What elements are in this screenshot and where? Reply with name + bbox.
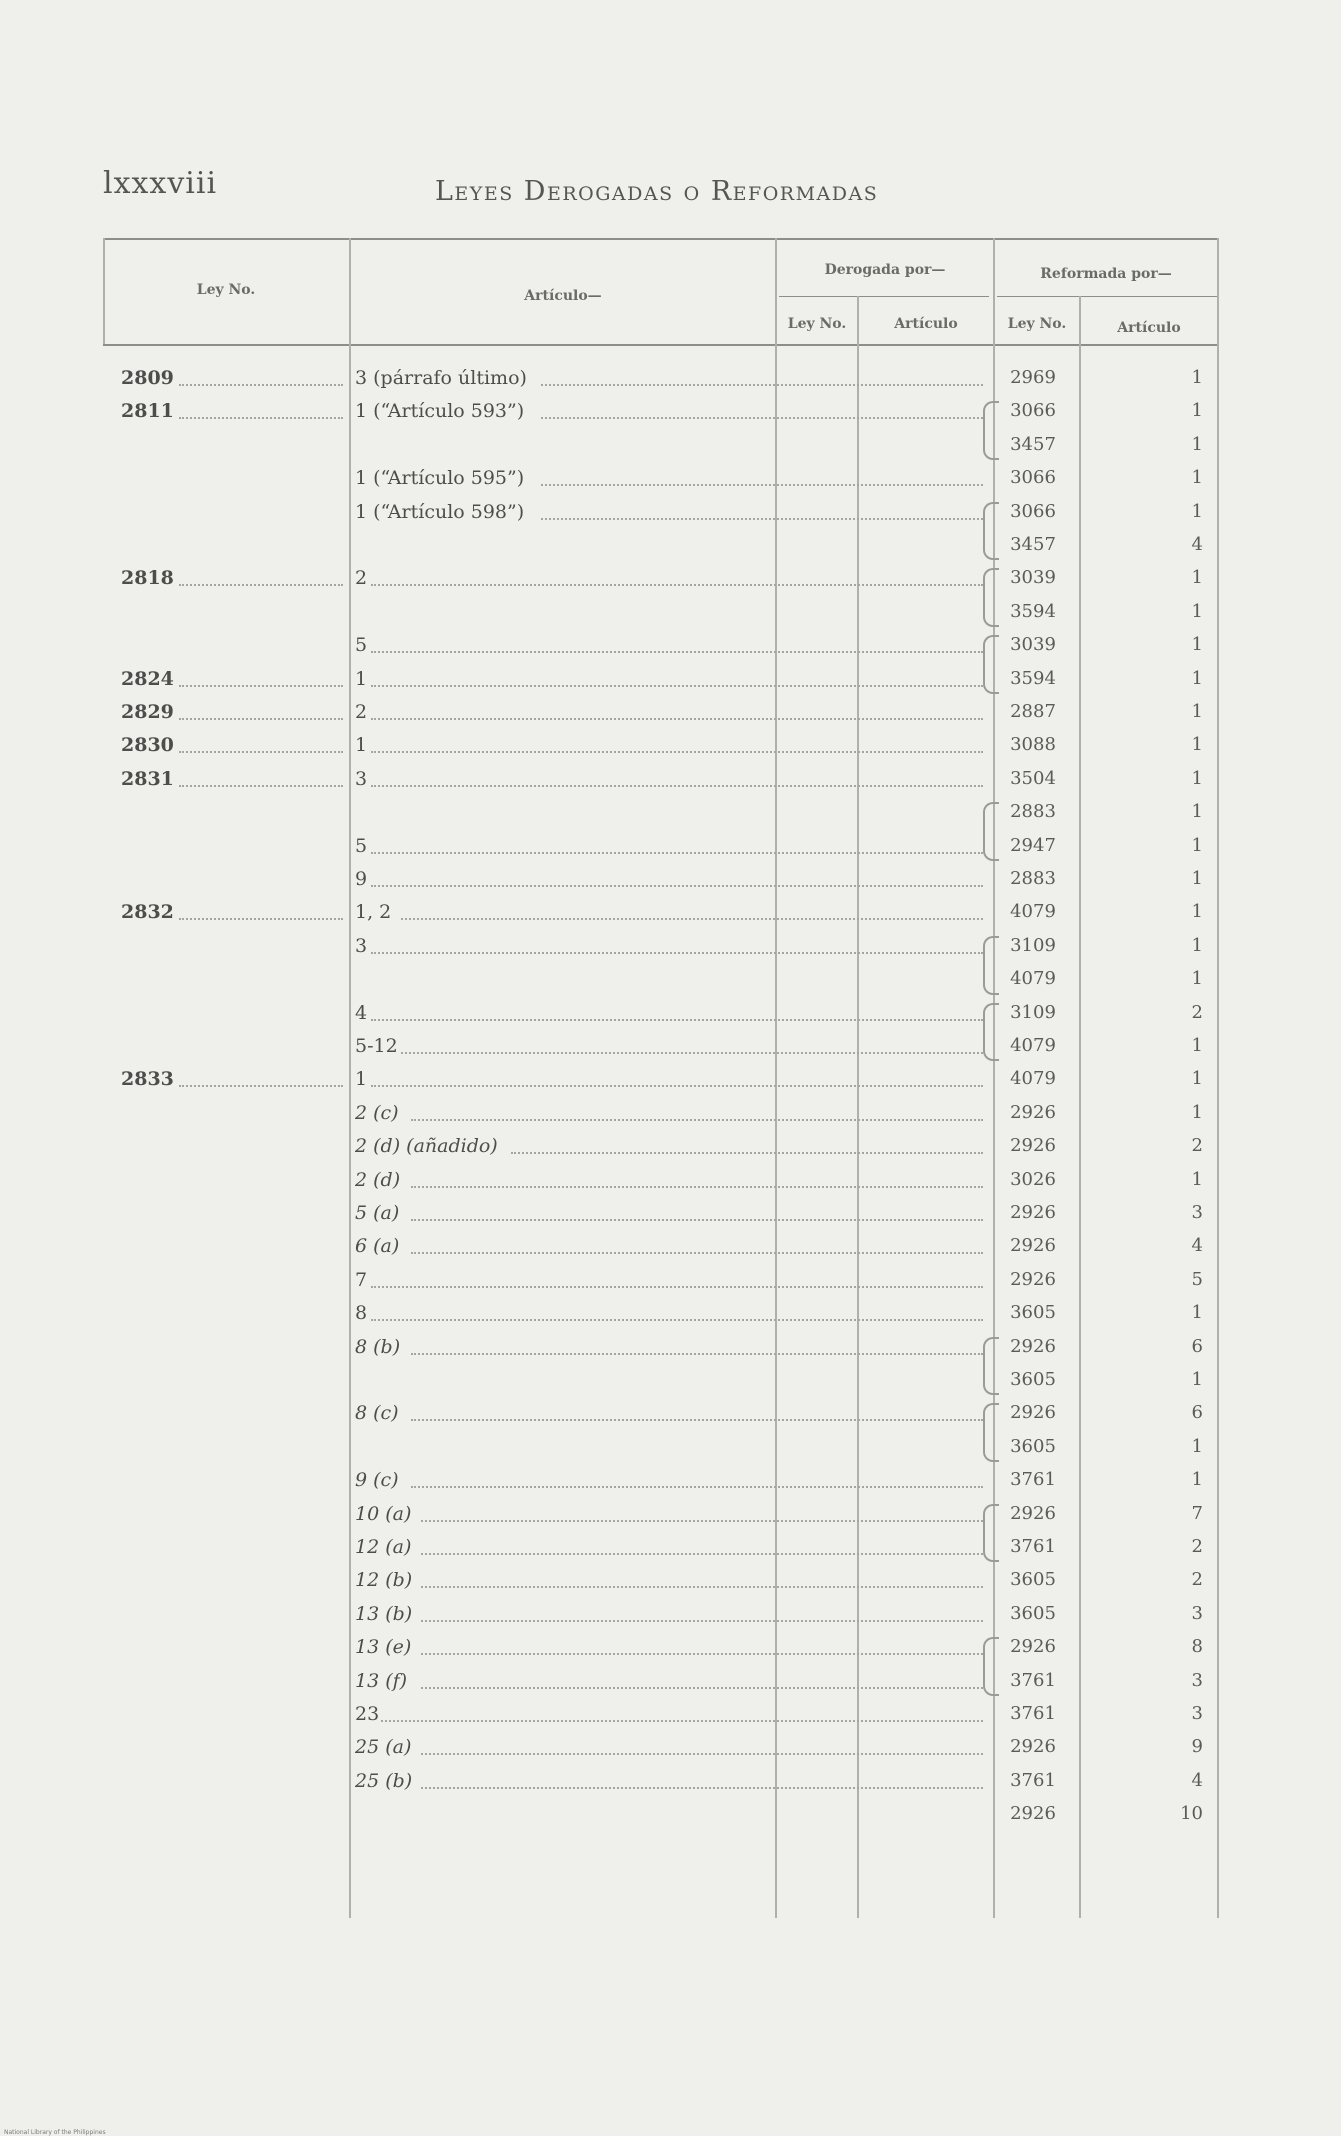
cell-reformada-ley: 3039	[1010, 634, 1056, 656]
dot-leader	[421, 1620, 983, 1622]
cell-reformada-ley: 2926	[1010, 1402, 1056, 1424]
derogada-sub-rule	[779, 296, 989, 297]
cell-reformada-ley: 3761	[1010, 1469, 1056, 1491]
table-row	[103, 1130, 1219, 1162]
table-row	[103, 1531, 1219, 1563]
cell-reformada-articulo: 1	[1191, 634, 1203, 656]
dot-leader	[541, 484, 983, 486]
cell-articulo: 23	[355, 1703, 380, 1725]
table-row	[103, 863, 1219, 895]
cell-articulo: 2	[355, 701, 368, 723]
cell-reformada-articulo: 1	[1191, 901, 1203, 923]
cell-articulo: 25 (a)	[355, 1736, 412, 1759]
cell-articulo: 2 (d)	[355, 1168, 401, 1191]
reformada-sub-rule	[997, 296, 1219, 297]
cell-ley-no: 2830	[121, 734, 174, 757]
cell-reformada-ley: 3066	[1010, 400, 1056, 422]
cell-reformada-ley: 4079	[1010, 1035, 1056, 1056]
cell-articulo: 13 (e)	[355, 1636, 412, 1659]
table-row	[103, 729, 1219, 761]
cell-reformada-ley: 2969	[1010, 367, 1056, 388]
dot-leader	[421, 1753, 983, 1755]
cell-reformada-articulo: 1	[1191, 567, 1203, 589]
grouping-brace	[983, 936, 999, 995]
dot-leader	[541, 417, 983, 419]
cell-reformada-ley: 4079	[1010, 968, 1056, 990]
table-row	[103, 663, 1219, 695]
dot-leader	[541, 518, 983, 520]
col-header-ley: Ley No.	[196, 282, 256, 298]
grouping-brace	[983, 1337, 999, 1396]
cell-reformada-articulo: 1	[1191, 1469, 1203, 1491]
cell-reformada-ley: 3761	[1010, 1769, 1056, 1791]
cell-articulo: 1	[355, 734, 368, 757]
table-row	[103, 1364, 1219, 1396]
cell-articulo: 6 (a)	[355, 1235, 400, 1258]
dot-leader	[371, 852, 983, 854]
cell-reformada-ley: 4079	[1010, 1068, 1056, 1090]
cell-reformada-ley: 2926	[1010, 1235, 1056, 1257]
cell-reformada-articulo: 4	[1191, 1769, 1203, 1791]
cell-reformada-articulo: 9	[1191, 1736, 1203, 1758]
cell-ley-no: 2811	[121, 400, 174, 423]
cell-reformada-articulo: 1	[1191, 868, 1203, 889]
dot-leader	[179, 785, 343, 787]
cell-reformada-ley: 3605	[1010, 1569, 1056, 1591]
grouping-brace	[983, 802, 999, 861]
table-row	[103, 796, 1219, 828]
cell-reformada-articulo: 1	[1191, 433, 1203, 455]
cell-reformada-ley: 3761	[1010, 1703, 1056, 1724]
cell-reformada-articulo: 1	[1191, 968, 1203, 990]
cell-reformada-ley: 3761	[1010, 1669, 1056, 1691]
table-row	[103, 1731, 1219, 1763]
cell-reformada-ley: 3605	[1010, 1435, 1056, 1457]
table-row	[103, 429, 1219, 461]
cell-reformada-articulo: 1	[1191, 801, 1203, 823]
dot-leader	[179, 685, 343, 687]
cell-articulo: 12 (b)	[355, 1569, 413, 1592]
dot-leader	[411, 1419, 983, 1421]
cell-reformada-ley: 3504	[1010, 767, 1056, 789]
cell-reformada-ley: 4079	[1010, 901, 1056, 923]
table-row	[103, 1297, 1219, 1329]
dot-leader	[541, 384, 983, 386]
cell-reformada-ley: 2887	[1010, 701, 1056, 722]
cell-reformada-articulo: 3	[1191, 1703, 1203, 1724]
cell-reformada-ley: 2883	[1010, 868, 1056, 889]
laws-table	[103, 238, 1219, 1918]
cell-articulo: 1	[355, 1068, 368, 1091]
grouping-brace	[983, 401, 999, 460]
col-header-derogada-ley: Ley No.	[787, 316, 847, 332]
cell-reformada-ley: 3594	[1010, 600, 1056, 622]
cell-reformada-ley: 2926	[1010, 1202, 1056, 1223]
cell-articulo: 2 (c)	[355, 1101, 399, 1124]
cell-reformada-ley: 3109	[1010, 934, 1056, 956]
cell-articulo: 7	[355, 1268, 368, 1291]
dot-leader	[179, 417, 343, 419]
cell-reformada-articulo: 1	[1191, 734, 1203, 756]
table-row	[103, 1665, 1219, 1697]
table-row	[103, 1397, 1219, 1429]
dot-leader	[371, 751, 983, 753]
table-row	[103, 1564, 1219, 1596]
cell-articulo: 3	[355, 934, 368, 957]
col-header-reformada-articulo: Artículo	[1117, 320, 1181, 336]
cell-reformada-articulo: 1	[1191, 934, 1203, 956]
dot-leader	[411, 1219, 983, 1221]
cell-articulo: 4	[355, 1001, 368, 1024]
table-row	[103, 629, 1219, 661]
table-row	[103, 1230, 1219, 1262]
cell-articulo: 2	[355, 567, 368, 590]
cell-articulo: 13 (b)	[355, 1602, 413, 1625]
cell-articulo: 10 (a)	[355, 1502, 412, 1525]
cell-articulo: 8	[355, 1302, 368, 1325]
cell-articulo: 8 (b)	[355, 1335, 401, 1358]
cell-articulo: 2 (d) (añadido)	[355, 1135, 498, 1158]
dot-leader	[179, 751, 343, 753]
dot-leader	[371, 1019, 983, 1021]
cell-reformada-articulo: 10	[1180, 1803, 1203, 1825]
dot-leader	[179, 384, 343, 386]
cell-reformada-articulo: 1	[1191, 834, 1203, 856]
cell-reformada-ley: 3026	[1010, 1168, 1056, 1190]
grouping-brace	[983, 1504, 999, 1563]
cell-reformada-ley: 3605	[1010, 1602, 1056, 1624]
cell-reformada-ley: 2926	[1010, 1268, 1056, 1290]
cell-reformada-articulo: 2	[1191, 1135, 1203, 1157]
dot-leader	[179, 718, 343, 720]
cell-reformada-articulo: 1	[1191, 701, 1203, 722]
dot-leader	[179, 918, 343, 920]
cell-reformada-ley: 3605	[1010, 1369, 1056, 1390]
cell-reformada-ley: 2926	[1010, 1803, 1056, 1825]
table-row	[103, 529, 1219, 561]
cell-ley-no: 2824	[121, 667, 174, 690]
grouping-brace	[983, 502, 999, 561]
cell-articulo: 13 (f)	[355, 1669, 408, 1692]
cell-articulo: 5	[355, 634, 368, 657]
table-row	[103, 963, 1219, 995]
table-row	[103, 1097, 1219, 1129]
cell-reformada-articulo: 6	[1191, 1335, 1203, 1357]
cell-reformada-articulo: 1	[1191, 1101, 1203, 1123]
cell-reformada-articulo: 1	[1191, 367, 1203, 388]
table-row	[103, 830, 1219, 862]
cell-articulo: 25 (b)	[355, 1769, 413, 1792]
cell-reformada-ley: 3088	[1010, 734, 1056, 756]
dot-leader	[421, 1520, 983, 1522]
table-row	[103, 1331, 1219, 1363]
cell-reformada-ley: 2883	[1010, 801, 1056, 823]
cell-articulo: 12 (a)	[355, 1536, 412, 1558]
cell-reformada-articulo: 3	[1191, 1602, 1203, 1624]
table-row	[103, 1798, 1219, 1830]
cell-reformada-ley: 3594	[1010, 667, 1056, 689]
cell-articulo: 1 (“Artículo 593”)	[355, 400, 525, 423]
dot-leader	[371, 785, 983, 787]
dot-leader	[371, 885, 983, 887]
cell-reformada-ley: 3457	[1010, 433, 1056, 455]
table-row	[103, 1631, 1219, 1663]
table-row	[103, 1164, 1219, 1196]
cell-articulo: 5 (a)	[355, 1202, 400, 1224]
cell-ley-no: 2809	[121, 367, 174, 389]
cell-reformada-articulo: 1	[1191, 767, 1203, 789]
dot-leader	[411, 1486, 983, 1488]
dot-leader	[371, 1319, 983, 1321]
page-number: lxxxviii	[103, 166, 218, 201]
cell-reformada-ley: 3457	[1010, 534, 1056, 555]
cell-reformada-articulo: 1	[1191, 1302, 1203, 1324]
cell-articulo: 3 (párrafo último)	[355, 367, 527, 389]
table-row	[103, 930, 1219, 962]
cell-ley-no: 2829	[121, 701, 174, 723]
cell-articulo: 5	[355, 834, 368, 857]
cell-articulo: 1, 2	[355, 901, 392, 924]
col-header-articulo: Artículo—	[524, 288, 602, 304]
grouping-brace	[983, 1003, 999, 1062]
cell-reformada-articulo: 1	[1191, 1035, 1203, 1056]
cell-ley-no: 2833	[121, 1068, 174, 1091]
cell-reformada-articulo: 4	[1191, 1235, 1203, 1257]
col-header-reformada: Reformada por—	[1040, 266, 1172, 282]
cell-reformada-articulo: 1	[1191, 1369, 1203, 1390]
grouping-brace	[983, 568, 999, 627]
cell-reformada-articulo: 8	[1191, 1636, 1203, 1658]
col-header-derogada-articulo: Artículo	[894, 316, 958, 332]
cell-ley-no: 2832	[121, 901, 174, 924]
cell-reformada-ley: 2926	[1010, 1736, 1056, 1758]
table-row	[103, 1264, 1219, 1296]
table-row	[103, 1598, 1219, 1630]
grouping-brace	[983, 1637, 999, 1696]
table-row	[103, 596, 1219, 628]
cell-reformada-ley: 3066	[1010, 467, 1056, 489]
cell-reformada-articulo: 1	[1191, 1168, 1203, 1190]
col-header-derogada: Derogada por—	[824, 262, 946, 278]
cell-articulo: 1	[355, 667, 368, 690]
cell-reformada-ley: 3109	[1010, 1001, 1056, 1023]
table-row	[103, 1030, 1219, 1062]
cell-articulo: 8 (c)	[355, 1402, 399, 1425]
cell-articulo: 3	[355, 767, 368, 790]
cell-articulo: 1 (“Artículo 595”)	[355, 467, 525, 490]
dot-leader	[421, 1687, 983, 1689]
cell-reformada-articulo: 7	[1191, 1502, 1203, 1524]
dot-leader	[411, 1353, 983, 1355]
cell-reformada-ley: 2926	[1010, 1101, 1056, 1123]
dot-leader	[421, 1787, 983, 1789]
cell-reformada-articulo: 1	[1191, 500, 1203, 522]
cell-reformada-articulo: 1	[1191, 667, 1203, 689]
table-row	[103, 896, 1219, 928]
dot-leader	[371, 1085, 983, 1087]
table-row	[103, 462, 1219, 494]
cell-articulo: 5-12	[355, 1035, 398, 1057]
cell-reformada-articulo: 2	[1191, 1569, 1203, 1591]
cell-reformada-articulo: 1	[1191, 467, 1203, 489]
footer-credit: National Library of the Philippines	[4, 2129, 106, 2136]
dot-leader	[179, 584, 343, 586]
cell-reformada-articulo: 1	[1191, 1068, 1203, 1090]
cell-reformada-articulo: 3	[1191, 1202, 1203, 1223]
table-row	[103, 395, 1219, 427]
cell-reformada-articulo: 1	[1191, 1435, 1203, 1457]
table-row	[103, 1197, 1219, 1229]
cell-articulo: 9 (c)	[355, 1469, 399, 1492]
cell-reformada-articulo: 2	[1191, 1536, 1203, 1557]
table-row	[103, 562, 1219, 594]
dot-leader	[421, 1586, 983, 1588]
table-row	[103, 1063, 1219, 1095]
cell-articulo: 9	[355, 868, 368, 890]
cell-reformada-articulo: 3	[1191, 1669, 1203, 1691]
cell-reformada-ley: 2926	[1010, 1335, 1056, 1357]
header-bottom-rule	[103, 344, 1219, 346]
cell-reformada-ley: 2926	[1010, 1502, 1056, 1524]
dot-leader	[401, 1052, 983, 1054]
table-row	[103, 1698, 1219, 1730]
cell-ley-no: 2818	[121, 567, 174, 590]
dot-leader	[421, 1553, 983, 1555]
table-row	[103, 496, 1219, 528]
cell-reformada-articulo: 5	[1191, 1268, 1203, 1290]
table-row	[103, 997, 1219, 1029]
dot-leader	[411, 1119, 983, 1121]
table-row	[103, 1498, 1219, 1530]
dot-leader	[381, 1720, 983, 1722]
cell-reformada-articulo: 6	[1191, 1402, 1203, 1424]
table-row	[103, 763, 1219, 795]
dot-leader	[371, 952, 983, 954]
cell-articulo: 1 (“Artículo 598”)	[355, 500, 525, 523]
dot-leader	[511, 1152, 983, 1154]
cell-reformada-ley: 3066	[1010, 500, 1056, 522]
grouping-brace	[983, 635, 999, 694]
cell-reformada-articulo: 4	[1191, 534, 1203, 555]
dot-leader	[371, 584, 983, 586]
cell-reformada-ley: 3605	[1010, 1302, 1056, 1324]
dot-leader	[371, 685, 983, 687]
dot-leader	[401, 918, 983, 920]
cell-reformada-ley: 3039	[1010, 567, 1056, 589]
cell-reformada-ley: 2947	[1010, 834, 1056, 856]
dot-leader	[179, 1085, 343, 1087]
cell-reformada-articulo: 1	[1191, 600, 1203, 622]
col-header-reformada-ley: Ley No.	[1007, 316, 1067, 332]
dot-leader	[411, 1186, 983, 1188]
dot-leader	[371, 651, 983, 653]
cell-ley-no: 2831	[121, 767, 174, 790]
dot-leader	[371, 718, 983, 720]
cell-reformada-articulo: 2	[1191, 1001, 1203, 1023]
cell-reformada-ley: 2926	[1010, 1636, 1056, 1658]
table-row	[103, 1464, 1219, 1496]
grouping-brace	[983, 1403, 999, 1462]
cell-reformada-articulo: 1	[1191, 400, 1203, 422]
dot-leader	[421, 1653, 983, 1655]
table-row	[103, 362, 1219, 394]
dot-leader	[411, 1252, 983, 1254]
table-row	[103, 1765, 1219, 1797]
table-row	[103, 696, 1219, 728]
table-top-rule	[103, 238, 1219, 240]
running-title: Leyes Derogadas o Reformadas	[435, 176, 879, 207]
cell-reformada-ley: 2926	[1010, 1135, 1056, 1157]
table-row	[103, 1431, 1219, 1463]
cell-reformada-ley: 3761	[1010, 1536, 1056, 1557]
dot-leader	[371, 1286, 983, 1288]
